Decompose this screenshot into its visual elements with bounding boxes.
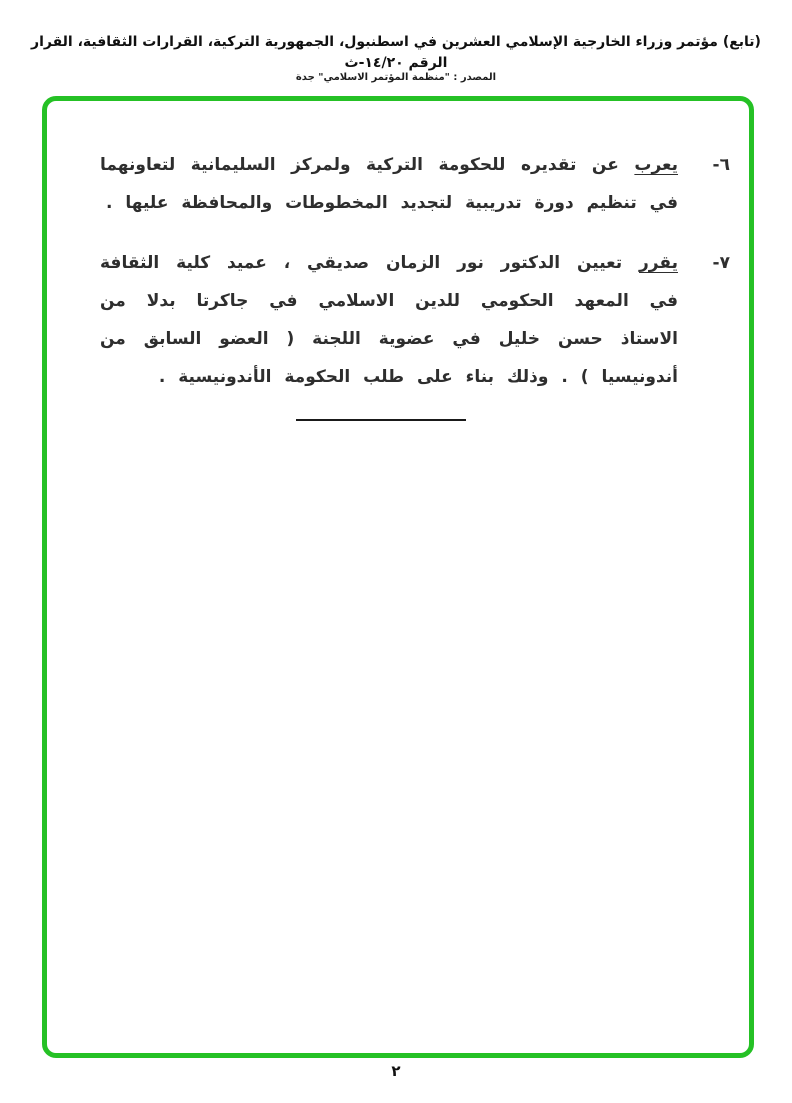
resolution-number: ٧- bbox=[712, 253, 730, 273]
resolution-item-7 bbox=[100, 244, 730, 396]
resolution-text bbox=[100, 146, 678, 222]
resolution-lead-word: يقرر bbox=[639, 253, 678, 273]
document-header-title: (تابع) مؤتمر وزراء الخارجية الإسلامي العشرين في اسطنبول، الجمهورية التركية، القرارات الثقافية، القرار الرقم ١٤/٢٠-ث bbox=[31, 34, 761, 71]
resolution-body: تعيين الدكتور نور الزمان صديقي ، عميد كلية الثقافة في المعهد الحكومي للدين الاسلامي في جاكرتا بدلا من الاستاذ حسن خليل في عضوية اللجنة ( العضو السابق من أندونيسيا ) . وذلك بناء على طلب الحكومة الأندونيسية . bbox=[100, 253, 678, 387]
resolution-lead-word: يعرب bbox=[634, 155, 679, 175]
section-divider bbox=[296, 419, 466, 421]
resolutions-list bbox=[100, 146, 730, 418]
resolution-item-6 bbox=[100, 146, 730, 222]
resolution-number: ٦- bbox=[712, 155, 730, 175]
resolution-text bbox=[100, 244, 678, 396]
resolution-body: عن تقديره للحكومة التركية ولمركز السليمانية لتعاونهما في تنظيم دورة تدريبية لتجديد المخطوطات والمحافظة عليها . bbox=[100, 155, 678, 213]
document-source-line: المصدر : "منظمة المؤتمر الاسلامي" جدة bbox=[295, 72, 497, 83]
page-number: ٢ bbox=[391, 1062, 401, 1080]
